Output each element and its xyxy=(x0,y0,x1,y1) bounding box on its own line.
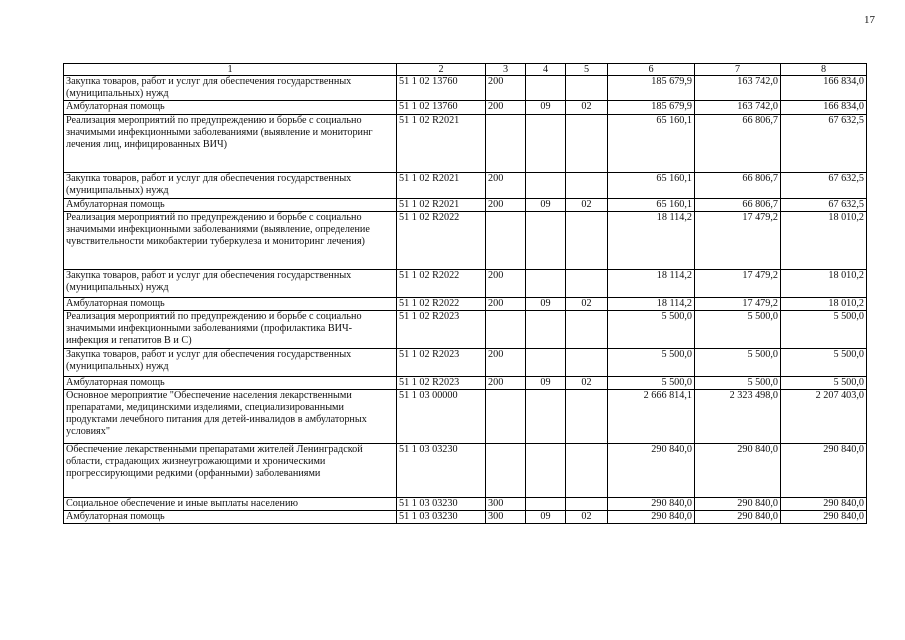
row-amount-col6: 5 500,0 xyxy=(608,311,695,349)
row-description: Амбулаторная помощь xyxy=(64,198,397,211)
row-amount-col8: 18 010,2 xyxy=(781,269,867,297)
row-subsection xyxy=(566,114,608,172)
row-target-code: 51 1 03 03230 xyxy=(397,497,486,510)
row-target-code: 51 1 02 13760 xyxy=(397,76,486,101)
row-section xyxy=(526,76,566,101)
table-row xyxy=(64,311,867,349)
row-amount-col8: 290 840,0 xyxy=(781,511,867,524)
row-section: 09 xyxy=(526,376,566,389)
row-amount-col7: 163 742,0 xyxy=(695,101,781,114)
row-subsection xyxy=(566,172,608,198)
budget-table xyxy=(63,63,867,524)
row-amount-col8: 166 834,0 xyxy=(781,76,867,101)
row-amount-col8: 5 500,0 xyxy=(781,348,867,376)
row-amount-col8: 5 500,0 xyxy=(781,376,867,389)
row-amount-col6: 18 114,2 xyxy=(608,269,695,297)
table-row xyxy=(64,511,867,524)
header-cell: 4 xyxy=(526,64,566,76)
row-section xyxy=(526,348,566,376)
row-subsection xyxy=(566,443,608,497)
row-expense-type: 200 xyxy=(486,348,526,376)
row-section xyxy=(526,211,566,269)
row-expense-type xyxy=(486,443,526,497)
row-expense-type: 200 xyxy=(486,376,526,389)
row-expense-type: 200 xyxy=(486,198,526,211)
row-subsection xyxy=(566,211,608,269)
row-description: Обеспечение лекарственными препаратами жителей Ленинградской области, страдающих жизнеугрожающими и хроническими прогрессирующими редкими (орфанными) заболеваниями xyxy=(64,443,397,497)
row-section xyxy=(526,443,566,497)
row-amount-col6: 290 840,0 xyxy=(608,511,695,524)
row-target-code: 51 1 02 R2021 xyxy=(397,198,486,211)
row-section: 09 xyxy=(526,198,566,211)
row-amount-col7: 5 500,0 xyxy=(695,348,781,376)
table-row xyxy=(64,101,867,114)
row-target-code: 51 1 02 R2022 xyxy=(397,269,486,297)
table-row xyxy=(64,172,867,198)
row-target-code: 51 1 03 00000 xyxy=(397,389,486,443)
row-section xyxy=(526,389,566,443)
row-expense-type xyxy=(486,311,526,349)
row-amount-col7: 17 479,2 xyxy=(695,269,781,297)
row-target-code: 51 1 02 R2023 xyxy=(397,311,486,349)
row-expense-type: 200 xyxy=(486,76,526,101)
row-description: Реализация мероприятий по предупреждению и борьбе с социально значимыми инфекционными заболеваниями (выявление и мониторинг лечения лиц, инфицированных ВИЧ) xyxy=(64,114,397,172)
row-amount-col8: 18 010,2 xyxy=(781,297,867,310)
row-amount-col6: 65 160,1 xyxy=(608,198,695,211)
row-target-code: 51 1 02 R2023 xyxy=(397,348,486,376)
row-subsection: 02 xyxy=(566,101,608,114)
header-cell: 5 xyxy=(566,64,608,76)
row-subsection: 02 xyxy=(566,198,608,211)
row-section: 09 xyxy=(526,297,566,310)
header-cell: 6 xyxy=(608,64,695,76)
table-row xyxy=(64,76,867,101)
row-amount-col6: 185 679,9 xyxy=(608,76,695,101)
row-section: 09 xyxy=(526,511,566,524)
row-expense-type xyxy=(486,211,526,269)
table-row xyxy=(64,497,867,510)
row-amount-col6: 5 500,0 xyxy=(608,376,695,389)
table-row xyxy=(64,389,867,443)
table-row xyxy=(64,114,867,172)
row-target-code: 51 1 02 13760 xyxy=(397,101,486,114)
row-amount-col8: 67 632,5 xyxy=(781,114,867,172)
row-section: 09 xyxy=(526,101,566,114)
row-amount-col8: 290 840,0 xyxy=(781,497,867,510)
row-amount-col6: 185 679,9 xyxy=(608,101,695,114)
table-row xyxy=(64,198,867,211)
row-expense-type: 200 xyxy=(486,101,526,114)
row-amount-col7: 290 840,0 xyxy=(695,511,781,524)
row-description: Основное мероприятие "Обеспечение населения лекарственными препаратами, медицинскими изделиями, специализированными продуктами лечебного питания для детей-инвалидов в амбулаторных условиях" xyxy=(64,389,397,443)
row-target-code: 51 1 02 R2021 xyxy=(397,172,486,198)
row-subsection xyxy=(566,348,608,376)
row-target-code: 51 1 02 R2021 xyxy=(397,114,486,172)
table-header-row xyxy=(64,64,867,76)
header-cell: 7 xyxy=(695,64,781,76)
row-amount-col7: 66 806,7 xyxy=(695,114,781,172)
row-amount-col7: 163 742,0 xyxy=(695,76,781,101)
row-subsection xyxy=(566,269,608,297)
row-section xyxy=(526,172,566,198)
table-row xyxy=(64,297,867,310)
row-amount-col6: 290 840,0 xyxy=(608,497,695,510)
row-amount-col8: 5 500,0 xyxy=(781,311,867,349)
row-subsection: 02 xyxy=(566,511,608,524)
row-amount-col7: 290 840,0 xyxy=(695,443,781,497)
row-amount-col8: 166 834,0 xyxy=(781,101,867,114)
row-description: Закупка товаров, работ и услуг для обеспечения государственных (муниципальных) нужд xyxy=(64,348,397,376)
row-amount-col6: 18 114,2 xyxy=(608,211,695,269)
row-amount-col7: 5 500,0 xyxy=(695,376,781,389)
row-amount-col7: 2 323 498,0 xyxy=(695,389,781,443)
row-section xyxy=(526,269,566,297)
row-expense-type: 300 xyxy=(486,497,526,510)
row-amount-col8: 67 632,5 xyxy=(781,198,867,211)
row-description: Амбулаторная помощь xyxy=(64,101,397,114)
row-expense-type xyxy=(486,389,526,443)
row-target-code: 51 1 03 03230 xyxy=(397,443,486,497)
row-expense-type: 200 xyxy=(486,172,526,198)
row-subsection xyxy=(566,497,608,510)
row-expense-type: 300 xyxy=(486,511,526,524)
row-target-code: 51 1 03 03230 xyxy=(397,511,486,524)
row-amount-col7: 66 806,7 xyxy=(695,172,781,198)
row-amount-col6: 290 840,0 xyxy=(608,443,695,497)
header-cell: 3 xyxy=(486,64,526,76)
row-section xyxy=(526,311,566,349)
row-amount-col7: 66 806,7 xyxy=(695,198,781,211)
row-description: Реализация мероприятий по предупреждению и борьбе с социально значимыми инфекционными заболеваниями (выявление, определение чувствительности микобактерии туберкулеза и мониторинг лечения) xyxy=(64,211,397,269)
row-subsection xyxy=(566,389,608,443)
row-expense-type: 200 xyxy=(486,269,526,297)
row-description: Реализация мероприятий по предупреждению и борьбе с социально значимыми инфекционными заболеваниями (профилактика ВИЧ-инфекция и гепатитов В и С) xyxy=(64,311,397,349)
header-cell: 1 xyxy=(64,64,397,76)
table-row xyxy=(64,211,867,269)
row-subsection xyxy=(566,76,608,101)
row-amount-col6: 2 666 814,1 xyxy=(608,389,695,443)
table-row xyxy=(64,348,867,376)
row-amount-col6: 65 160,1 xyxy=(608,172,695,198)
row-amount-col7: 290 840,0 xyxy=(695,497,781,510)
row-description: Социальное обеспечение и иные выплаты населению xyxy=(64,497,397,510)
table-row xyxy=(64,443,867,497)
header-cell: 2 xyxy=(397,64,486,76)
table-row xyxy=(64,269,867,297)
row-amount-col8: 18 010,2 xyxy=(781,211,867,269)
row-expense-type xyxy=(486,114,526,172)
row-section xyxy=(526,114,566,172)
page-number: 17 xyxy=(864,14,875,26)
row-amount-col7: 5 500,0 xyxy=(695,311,781,349)
row-description: Закупка товаров, работ и услуг для обеспечения государственных (муниципальных) нужд xyxy=(64,172,397,198)
row-description: Закупка товаров, работ и услуг для обеспечения государственных (муниципальных) нужд xyxy=(64,269,397,297)
row-subsection: 02 xyxy=(566,376,608,389)
row-expense-type: 200 xyxy=(486,297,526,310)
row-description: Амбулаторная помощь xyxy=(64,297,397,310)
row-amount-col8: 290 840,0 xyxy=(781,443,867,497)
row-amount-col6: 5 500,0 xyxy=(608,348,695,376)
row-target-code: 51 1 02 R2022 xyxy=(397,297,486,310)
row-section xyxy=(526,497,566,510)
row-subsection: 02 xyxy=(566,297,608,310)
row-amount-col8: 2 207 403,0 xyxy=(781,389,867,443)
row-amount-col6: 65 160,1 xyxy=(608,114,695,172)
row-description: Амбулаторная помощь xyxy=(64,511,397,524)
row-amount-col7: 17 479,2 xyxy=(695,297,781,310)
row-amount-col8: 67 632,5 xyxy=(781,172,867,198)
row-target-code: 51 1 02 R2022 xyxy=(397,211,486,269)
row-amount-col7: 17 479,2 xyxy=(695,211,781,269)
header-cell: 8 xyxy=(781,64,867,76)
table-row xyxy=(64,376,867,389)
row-target-code: 51 1 02 R2023 xyxy=(397,376,486,389)
row-subsection xyxy=(566,311,608,349)
row-description: Амбулаторная помощь xyxy=(64,376,397,389)
row-description: Закупка товаров, работ и услуг для обеспечения государственных (муниципальных) нужд xyxy=(64,76,397,101)
row-amount-col6: 18 114,2 xyxy=(608,297,695,310)
